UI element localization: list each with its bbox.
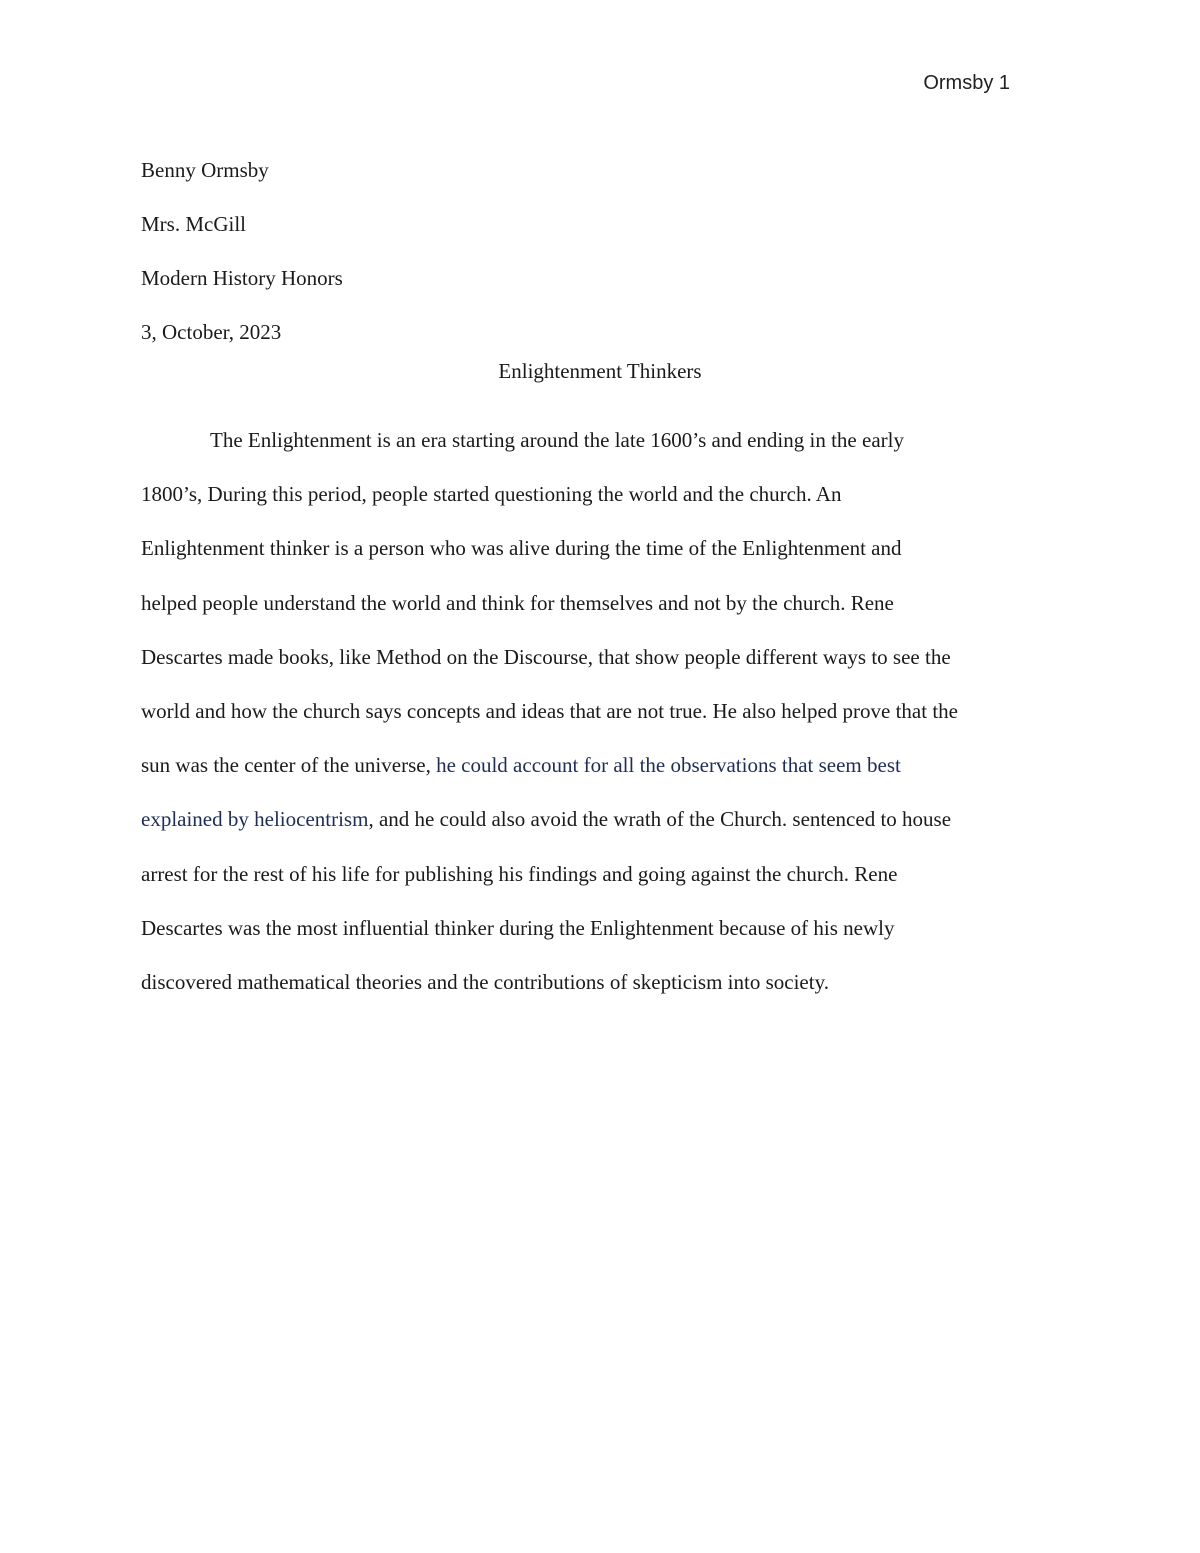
body-line: world and how the church says concepts and ideas that are not true. He also helped prove that the [141, 699, 958, 724]
date: 3, October, 2023 [141, 320, 282, 344]
body-line [141, 738, 1071, 792]
body-line: Enlightenment thinker is a person who was alive during the time of the Enlightenment and [141, 536, 902, 561]
body-line: The Enlightenment is an era starting around the late 1600’s and ending in the early [210, 428, 904, 452]
body-line: Descartes was the most influential thinker during the Enlightenment because of his newly [141, 915, 895, 940]
body-line: discovered mathematical theories and the contributions of skepticism into society. [141, 970, 829, 995]
mla-heading [141, 143, 343, 359]
quoted-text-segment: he could account for all the observations that seem best [436, 753, 901, 778]
body-line [141, 792, 1071, 846]
essay-title: Enlightenment Thinkers [498, 359, 702, 383]
body-line: Descartes made books, like Method on the Discourse, that show people different ways to see the [141, 644, 951, 669]
body-line: helped people understand the world and think for themselves and not by the church. Rene [141, 590, 894, 615]
body-text-segment: sun was the center of the universe, [141, 753, 437, 778]
teacher-name: Mrs. McGill [141, 212, 246, 236]
essay-body [141, 413, 1071, 1009]
body-line: 1800’s, During this period, people started questioning the world and the church. An [141, 482, 842, 507]
course-name: Modern History Honors [141, 266, 343, 290]
running-head: Ormsby 1 [923, 72, 1010, 94]
body-line: arrest for the rest of his life for publishing his findings and going against the church. Rene [141, 861, 898, 886]
student-name: Benny Ormsby [141, 158, 269, 182]
body-text-segment: , and he could also avoid the wrath of the Church. sentenced to house [368, 807, 952, 832]
quoted-text-segment: explained by heliocentrism [141, 807, 369, 832]
